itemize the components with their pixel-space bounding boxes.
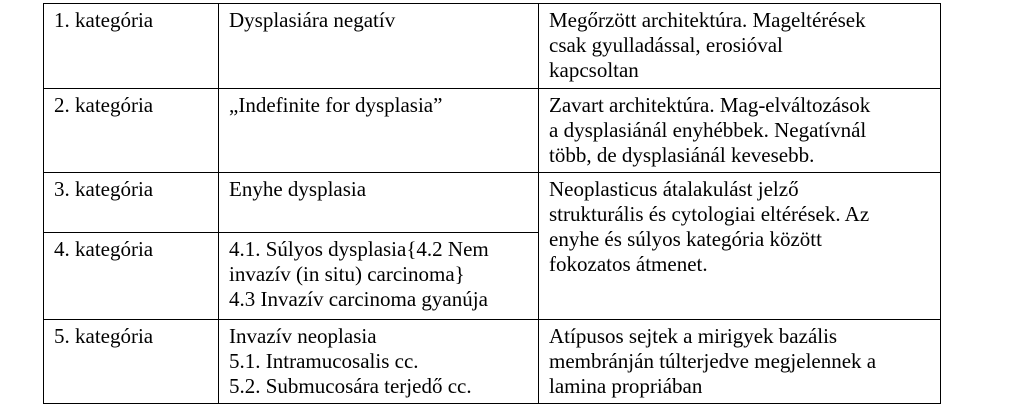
description-line: Neoplasticus átalakulást jelző [549,177,799,201]
description-cell [539,173,941,320]
name-line: Dysplasiára negatív [229,8,396,32]
name-line: 4.1. Súlyos dysplasia{4.2 Nem [229,237,489,261]
name-line: „Indefinite for dysplasia” [229,93,443,117]
category-cell [44,173,219,233]
description-line: kapcsoltan [549,58,639,82]
description-line: Zavart architektúra. Mag-elváltozások [549,93,871,117]
table-row [44,320,941,404]
category-label: 2. kategória [54,93,154,117]
name-line: Invazív neoplasia [229,324,377,348]
name-line: Enyhe dysplasia [229,177,367,201]
category-cell [44,233,219,320]
category-label: 5. kategória [54,324,154,348]
category-cell [44,320,219,404]
description-line: membránján túlterjedve megjelennek a [549,349,877,373]
description-line: csak gyulladással, erosióval [549,33,783,57]
name-cell [219,173,539,233]
name-line: 5.1. Intramucosalis cc. [229,349,419,373]
description-cell [539,320,941,404]
description-line: fokozatos átmenet. [549,252,708,276]
category-label: 4. kategória [54,237,154,261]
description-line: strukturális és cytologiai eltérések. Az [549,202,870,226]
category-label: 3. kategória [54,177,154,201]
name-line: 5.2. Submucosára terjedő cc. [229,374,472,398]
description-line: Megőrzött architektúra. Mageltérések [549,8,866,32]
classification-table [43,3,941,404]
description-line: Atípusos sejtek a mirigyek bazális [549,324,838,348]
description-line: több, de dysplasiánál kevesebb. [549,143,815,167]
table-row [44,173,941,233]
description-cell [539,89,941,173]
category-label: 1. kategória [54,8,154,32]
table-row [44,89,941,173]
name-cell [219,4,539,89]
name-cell [219,320,539,404]
description-cell [539,4,941,89]
description-line: lamina propriában [549,374,703,398]
name-line: invazív (in situ) carcinoma} [229,262,465,286]
category-cell [44,4,219,89]
name-cell [219,89,539,173]
name-cell [219,233,539,320]
table-row [44,4,941,89]
name-line: 4.3 Invazív carcinoma gyanúja [229,287,488,311]
description-line: enyhe és súlyos kategória között [549,227,822,251]
description-line: a dysplasiánál enyhébbek. Negatívnál [549,118,867,142]
category-cell [44,89,219,173]
